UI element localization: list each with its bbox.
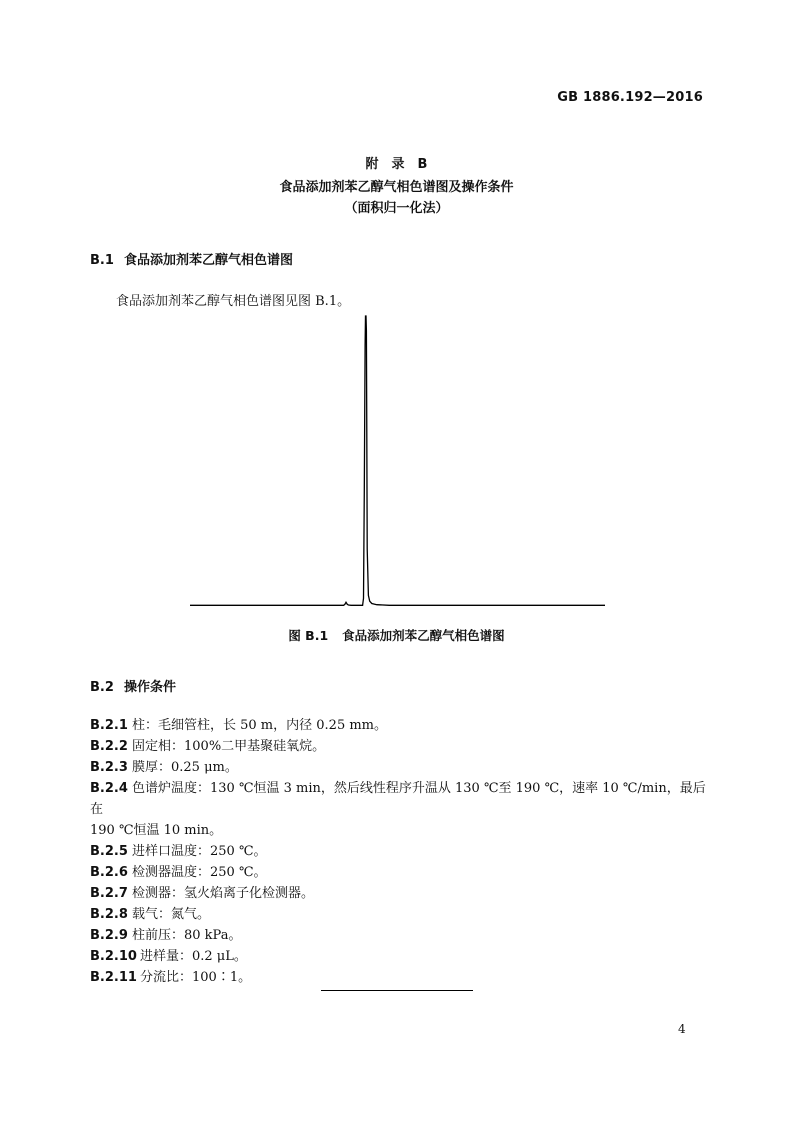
condition-number: B.2.11: [90, 970, 137, 985]
condition-item: [90, 883, 715, 904]
condition-item: [90, 904, 715, 925]
condition-item: [90, 757, 715, 778]
condition-text: 色谱炉温度：130 ℃恒温 3 min，然后线性程序升温从 130 ℃至 190 ℃，速率 10 ℃/min，最后在: [90, 781, 706, 817]
chromatogram-chart: [190, 312, 605, 612]
appendix-label: 附 录 B: [365, 157, 428, 172]
condition-item: [90, 715, 715, 736]
figure-number: 图 B.1: [288, 628, 329, 643]
condition-number: B.2.10: [90, 949, 137, 964]
condition-number: B.2.7: [90, 886, 128, 901]
standard-number: GB 1886.192—2016: [557, 90, 703, 105]
condition-item: [90, 778, 715, 820]
condition-item: [90, 925, 715, 946]
section-b1-number: B.1: [90, 253, 114, 268]
section-b2-title: 操作条件: [124, 680, 177, 695]
section-b2-number: B.2: [90, 680, 114, 695]
condition-text: 膜厚：0.25 μm。: [132, 760, 238, 775]
end-rule: [321, 990, 473, 991]
condition-text: 柱：毛细管柱，长 50 m，内径 0.25 mm。: [132, 718, 387, 733]
condition-text: 进样口温度：250 ℃。: [132, 844, 267, 859]
figure-caption: [0, 626, 793, 644]
condition-number: B.2.5: [90, 844, 128, 859]
chromatogram-trace: [190, 316, 605, 605]
section-b1-title: 食品添加剂苯乙醇气相色谱图: [124, 253, 294, 268]
condition-text: 进样量：0.2 μL。: [140, 949, 247, 964]
condition-number: B.2.9: [90, 928, 128, 943]
condition-text: 检测器：氢火焰离子化检测器。: [132, 886, 315, 901]
condition-item: [90, 841, 715, 862]
condition-number: B.2.8: [90, 907, 128, 922]
condition-text: 分流比：100∶1。: [140, 970, 252, 985]
condition-item: [90, 862, 715, 883]
condition-text: 检测器温度：250 ℃。: [132, 865, 267, 880]
condition-number: B.2.1: [90, 718, 128, 733]
condition-number: B.2.2: [90, 739, 128, 754]
condition-number: B.2.4: [90, 781, 128, 796]
conditions-list: [90, 715, 715, 988]
condition-item-continuation: 190 ℃恒温 10 min。: [90, 823, 223, 838]
condition-text: 载气：氮气。: [132, 907, 211, 922]
section-b1-heading: [90, 249, 293, 268]
appendix-title: 食品添加剂苯乙醇气相色谱图及操作条件: [279, 180, 514, 195]
section-b2-heading: [90, 676, 176, 695]
condition-item: [90, 967, 715, 988]
section-b1-text: 食品添加剂苯乙醇气相色谱图见图 B.1。: [116, 294, 351, 309]
condition-number: B.2.3: [90, 760, 128, 775]
figure-caption-text: 食品添加剂苯乙醇气相色谱图: [342, 628, 505, 643]
page-number: 4: [678, 1022, 686, 1036]
condition-text: 柱前压：80 kPa。: [132, 928, 242, 943]
condition-number: B.2.6: [90, 865, 128, 880]
condition-text: 固定相：100%二甲基聚硅氧烷。: [132, 739, 326, 754]
appendix-subtitle: （面积归一化法）: [344, 201, 449, 216]
condition-item: [90, 736, 715, 757]
condition-item: [90, 946, 715, 967]
chromatogram-figure: [190, 312, 605, 612]
